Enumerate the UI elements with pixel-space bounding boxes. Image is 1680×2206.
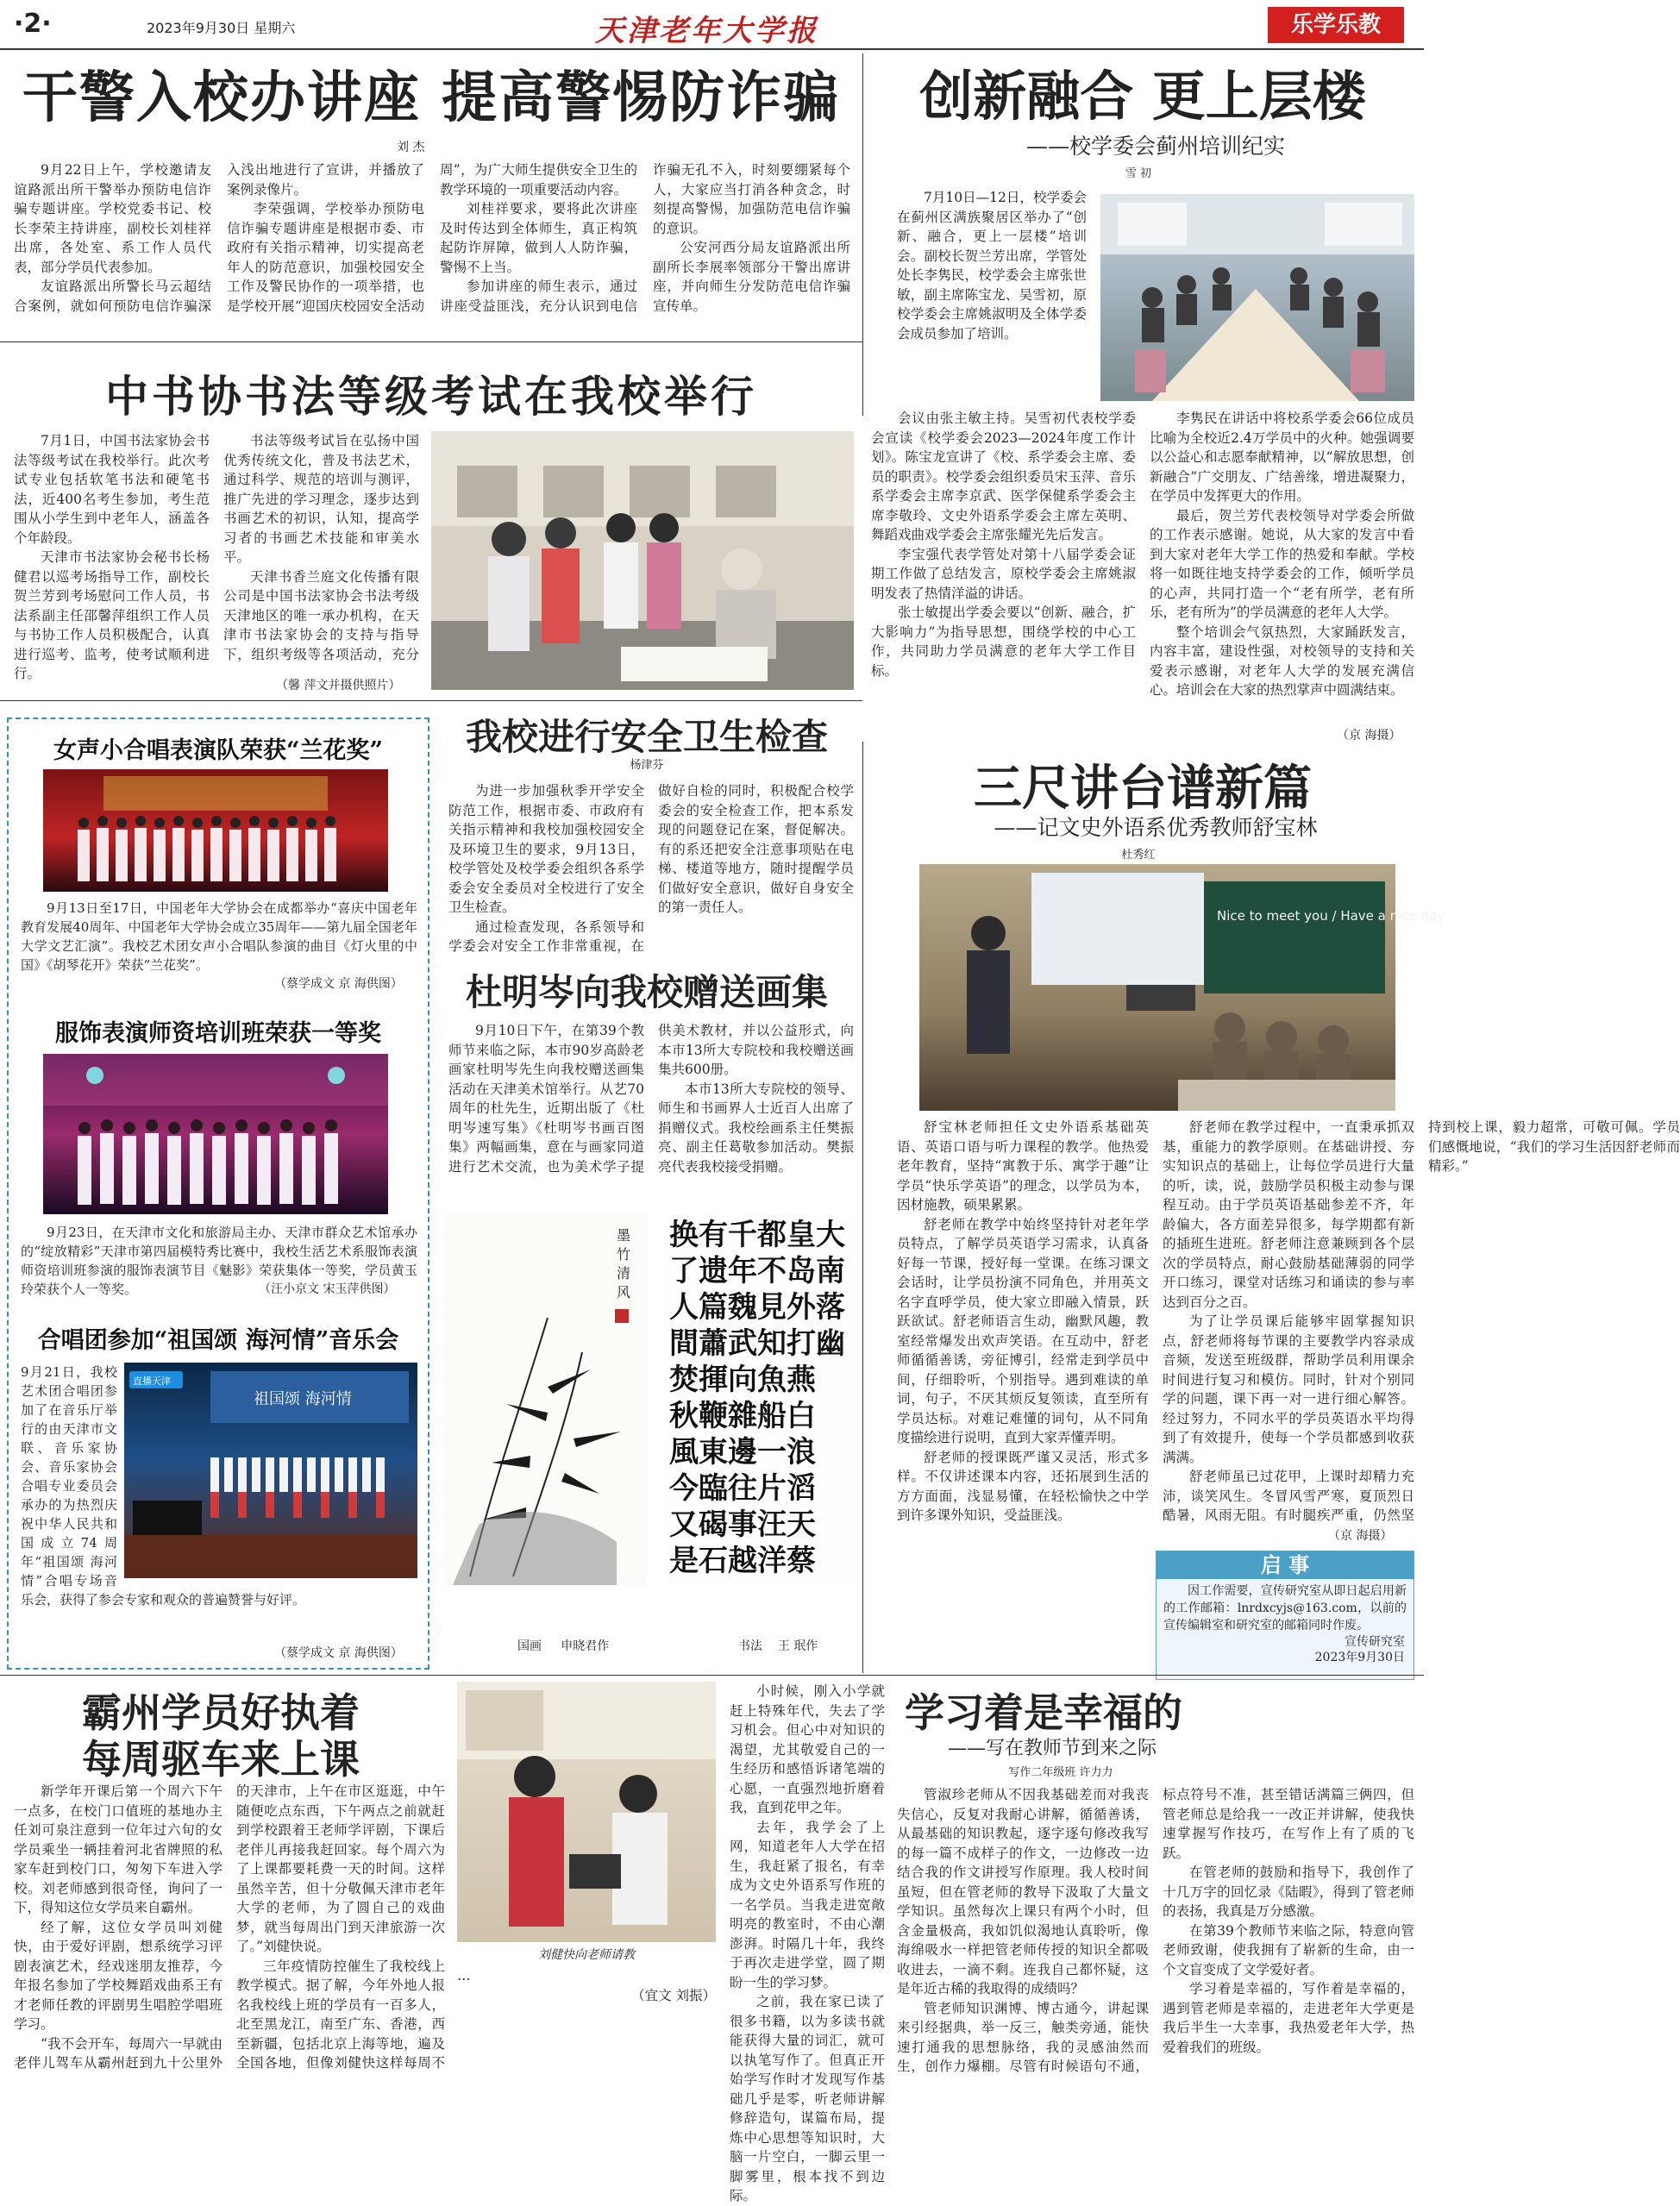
- article-body: [897, 1785, 1414, 2077]
- article-body: [14, 431, 419, 690]
- calligraphy-line: 又碣事汪天: [669, 1507, 816, 1542]
- paragraph: 整个培训会气氛热烈，大家踊跃发言，内容丰富，建设性强，对校领导的支持和关爱表示感谢，对老年人大学的发展充满信心。培训会在大家的热烈掌声中圆满结束。: [1150, 624, 1414, 698]
- article-title: 我校进行安全卫生检查: [465, 716, 828, 758]
- paragraph: 三年疫情防控催生了我校线上教学模式。据了解，今年外地人报名我校线上班的学员有一百多人，北至黑龙江，南至广东、香港，西至新疆，包括北京上海等地，遍及全国各地，但像刘健快这样每周不: [236, 1958, 445, 2071]
- article-author: 雪 初: [1125, 167, 1152, 180]
- paragraph: 舒老师在教学中始终坚持针对老年学员特点，了解学员英语学习需求，认真备好每一节课，授好每一堂课。在练习课文会话时，让学员扮演不同角色，并用英文名字直呼学员，使大家立即融入情景，跃跃欲试。舒老师语言生动，幽默风趣，教室经常爆发出欢声笑语。在互动中，舒老师循循善诱，旁征博引，经常走到学员中间，仔细聆听，个别指导。遇到难读的单词，句子，不厌其烦反复领读，直至所有学员达标。对难记难懂的词句，从不同角度描绘进行说明，直到大家弄懂弄明。: [897, 1216, 1149, 1445]
- column-divider: [862, 53, 863, 416]
- paragraph: 友谊路派出所警长马云超结合案例，就如何预防电信诈骗深入浅出地进行了宣讲，并播放了案例录像片。: [14, 162, 424, 314]
- ink-bamboo-painting: [444, 1214, 647, 1585]
- art-label: [517, 1637, 609, 1654]
- article-credit: （宜文 刘振）: [631, 1987, 716, 2003]
- calligraphy-label: 书法: [738, 1639, 762, 1653]
- section-divider: [0, 1675, 1424, 1676]
- section-divider: [0, 700, 862, 701]
- article-subtitle: ——记文史外语系优秀教师舒宝林: [994, 815, 1318, 840]
- paragraph: 书法等级考试旨在弘扬中国优秀传统文化，普及书法艺术，通过科学、规范的培训与测评，推广先进的学习理念，逐步达到书画艺术的初识，认知，提高学习者的书画艺术技能和审美水平。: [223, 433, 419, 565]
- brief-credit: （蔡学成文 京 海供图）: [274, 977, 403, 991]
- paragraph: 舒老师虽已过花甲，上课时却精力充沛，谈笑风生。冬冒风雪严寒，夏顶烈日酷暑，风雨无阻。有时腿疾严重，仍然坚持到校上课，毅力超常，可敬可佩。学员们感慨地说，“我们的学习生活因舒老师而精彩。”: [1163, 1119, 1680, 1523]
- brief-title: 合唱团参加“祖国颂 海河情”音乐会: [37, 1327, 399, 1354]
- paragraph: 管淑珍老师从不因我基础差而对我丧失信心，反复对我耐心讲解，循循善诱，从最基础的知识教起，逐字逐句修改我写的每一篇不成样子的作文，一边修改一边结合我的作文讲授写作原理。我人校时间虽短，但在管老师的教导下汲取了大量文学知识。虽然每次上课只有两个小时，但含金量极高，我如饥似渴地认真聆听，像海绵吸水一样把管老师传授的知识全都吸收进去，一滴不剩。连我自己都怀疑，这是年近古稀的我取得的成绩吗？: [897, 1787, 1149, 1996]
- concert-screen-text: 祖国颂 海河情: [254, 1390, 352, 1408]
- live-tag: 直播天津: [133, 1376, 171, 1387]
- brief-credit: （蔡学成文 京 海供图）: [274, 1646, 403, 1660]
- article-subtitle: ——写在教师节到来之际: [947, 1738, 1157, 1759]
- column-divider: [862, 742, 863, 1673]
- photo-credit: （馨 萍文并摄供照片）: [276, 679, 401, 693]
- classroom-photo: [919, 864, 1445, 1111]
- paragraph: 最后，贺兰芳代表校领导对学委会所做的工作表示感谢。她说，从大家的发言中看到大家对老年大学工作的热爱和奉献。学校将一如既往地支持学委会的工作，倾听学员的心声，共同打造一个“老有所学，老有所乐，老有所为”的学员满意的老年人大学。: [1150, 507, 1414, 620]
- choir-stage-photo: [43, 769, 388, 892]
- paragraph: 参加讲座的师生表示，通过讲座受益匪浅，充分认识到电信诈骗无孔不入，时刻要绷紧每个人，大家应当打消各种贪念，时刻提高警惕，加强防范电信诈骗的意识。: [440, 162, 850, 314]
- article-title: 霸州学员好执着: [82, 1689, 360, 1736]
- fashion-show-photo: [43, 1054, 388, 1214]
- paragraph: 学习着是幸福的，写作着是幸福的，遇到管老师是幸福的，走进老年大学更是我后半生一大幸事，我热爱老年大学，热爱着我们的班级。: [1163, 1981, 1414, 2055]
- brief-caption-text: 9月21日，我校艺术团合唱团参加了在音乐厅举行的由天津市文联、音乐家协会、音乐家协会合唱专业委员会承办的为热烈庆祝中华人民共和国成立74周年“祖国颂 海河情”合唱专场音乐会，获得了参会专家和观众的普遍赞誉与好评。: [21, 1364, 306, 1607]
- paragraph: 刘桂祥要求，要将此次讲座及时传达到全体师生，真正构筑起防诈屏障，做到人人防诈骗，警惕不上当。: [440, 201, 637, 275]
- paragraph: 李宝强代表学管处对第十八届学委会证期工作做了总结发言，原校学委会主席姚淑明发表了热情洋溢的讲话。: [871, 546, 1136, 601]
- photo-caption: 刘健快向老师请教: [538, 1948, 635, 1962]
- article-body: [897, 188, 1087, 408]
- article-title: 每周驱车来上课: [82, 1736, 360, 1783]
- article-body: [730, 1682, 885, 2203]
- notice-box: [1156, 1551, 1414, 1680]
- calligraphy-line: 焚揮向魚燕: [669, 1363, 816, 1397]
- brief-credit: （汪小京文 宋玉萍供图）: [259, 1282, 396, 1296]
- paragraph: 舒老师的授课既严谨又灵活，形式多样。不仅讲述课本内容，还拓展到生活的方方面面，浅显易懂，在轻松愉快之中学到许多课外知识，受益匪浅。: [897, 1449, 1149, 1523]
- article-title: 创新融合 更上层楼: [919, 65, 1366, 128]
- training-photo: [1100, 194, 1414, 401]
- calligraphy-line: 是石越洋蔡: [669, 1544, 816, 1578]
- article-body: [457, 1966, 716, 2077]
- paragraph: …: [457, 1968, 471, 1984]
- paragraph: 舒老师在教学过程中，一直秉承抓双基，重能力的教学原则。在基础讲授、夯实知识点的基础上，让每位学员进行大量的听，读，说，鼓励学员积极主动参与课程互动。由于学员英语基础参差不齐，年龄偏大，各方面差异很多，每学期都有新的插班生进班。舒老师注意兼顾到各个层次的学员特点，耐心鼓励基础薄弱的同学开口练习，课堂对话练习和诵读的参与率达到百分之百。: [1163, 1119, 1414, 1310]
- calligraphy-line: 秋鞭雜船白: [669, 1399, 816, 1433]
- paragraph: 经了解，这位女学员叫刘健快，由于爱好评剧，想系统学习评剧表演艺术，经戏迷朋友推荐，今年报名参加了学校舞蹈戏曲系王有才老师任教的评剧男生唱腔学唱班学习。: [14, 1919, 223, 2032]
- paragraph: 小时候，刚入小学就赶上特殊年代，失去了学习机会。但心中对知识的渴望，尤其敬爱自己的一生经历和感悟诉诸笔端的心愿，一直强烈地折磨着我，直到花甲之年。: [730, 1683, 885, 1815]
- article-author: 杨津芬: [630, 759, 664, 772]
- paragraph: 李荣强调，学校举办预防电信诈骗专题讲座是根据市委、市政府有关指示精神，切实提高老年人的防范意识，加强校园安全工作及警民协作的一项举措，也是学校开展“迎国庆校园安全活动周”，为广大师生提供安全卫生的教学环境的一项重要活动内容。: [227, 162, 637, 314]
- article-title: 干警入校办讲座 提高警惕防诈骗: [22, 66, 841, 130]
- brief-caption: [21, 1363, 417, 1639]
- exam-photo: [431, 431, 854, 690]
- calligraphy-line: 風東邊一浪: [669, 1435, 816, 1470]
- article-body: [897, 1118, 1680, 1530]
- svg-text:墨: 墨: [617, 1227, 631, 1244]
- notice-date: 2023年9月30日: [1314, 1651, 1405, 1664]
- calligraphy-line: 换有千都皇大: [669, 1218, 845, 1252]
- paragraph: 新学年开课后第一个周六下午一点多，在校门口值班的基地办主任刘可泉注意到一位年过六旬的女学员乘坐一辆挂着河北省牌照的私家车赶到校门口，匆匆下车进入学校。刘老师感到很奇怪，询问了一下，得知这位女学员来自霸州。: [14, 1783, 223, 1915]
- paragraph: 在管老师的鼓励和指导下，我创作了十几万字的回忆录《陆暇》，得到了管老师的表扬，我真是万分感激。: [1163, 1864, 1414, 1919]
- svg-text:风: 风: [617, 1284, 631, 1300]
- article-author: 杜秀红: [1121, 849, 1156, 862]
- article-subtitle: ——校学委会蓟州培训纪实: [1025, 134, 1285, 159]
- notice-body: 因工作需要，宣传研究室从即日起启用新的工作邮箱：lnrdxcyjs@163.com，以前的宣传编辑室和研究室的邮箱同时作废。: [1163, 1584, 1407, 1633]
- article-author: 写作二年级班 许力力: [1008, 1766, 1113, 1779]
- article-title: 学习着是幸福的: [905, 1689, 1182, 1736]
- paragraph: 通过检查发现，各系领导和学委会对安全工作非常重视，在做好自检的同时，积极配合校学委会的安全检查工作，把本系发现的问题登记在案，督促解决。有的系还把安全注意事项贴在电梯、楼道等地方，随时提醒学员们做好安全意识，做好自身安全的第一责任人。: [448, 783, 854, 954]
- paragraph: 李隽民在讲话中将校系学委会66位成员比喻为全校近2.4万学员中的火种。她强调要以公益心和志愿奉献精神，以“解放思想，创新融合”广交朋友、广结善缘，增进凝聚力，在学员中发挥更大的作用。: [1150, 410, 1414, 504]
- paragraph: 为进一步加强秋季开学安全防范工作，根据市委、市政府有关指示精神和我校加强校园安全及环境卫生的要求，9月13日，校学管处及校学委会组织各系学委会安全委员对全校进行了安全卫生检查。: [448, 783, 644, 915]
- issue-date: 2023年9月30日 星期六: [147, 20, 296, 36]
- paragraph: 在第39个教师节来临之际，特意向管老师致谢，使我拥有了崭新的生命，由一个文盲变成了文学爱好者。: [1163, 1922, 1414, 1977]
- article-body: [871, 409, 1414, 736]
- section-tag: 乐学乐教: [1268, 7, 1404, 43]
- paragraph: 天津书香兰庭文化传播有限公司是中国书法家协会书法考级天津地区的唯一承办机构，在天津市书法家协会的支持与指导下，组织考级等各项活动，充分: [223, 568, 419, 662]
- blackboard-text: Nice to meet you / Have a nice day: [1217, 908, 1445, 924]
- article-title: 三尺讲台谱新篇: [974, 760, 1312, 817]
- calligraphy-line: 人篇魏見外落: [669, 1290, 845, 1325]
- paragraph: 舒宝林老师担任文史外语系基础英语、英语口语与听力课程的教学。他热爱老年教育，坚持“寓教于乐、寓学于趣”让学员“快乐学英语”的理念，以学员为本，因材施教，硕果累累。: [897, 1119, 1149, 1213]
- masthead: 天津老年大学报: [595, 14, 818, 48]
- paragraph: 之前，我在家已读了很多书籍，以为多读书就能获得大量的词汇，就可以执笔写作了。但真正开始学写作时才发现写作基础几乎是零，听老师讲解修辞造句，谋篇布局，提炼中心思想等知识时，大脑一片空白，一脚云里一脚雾里，根本找不到边际。: [730, 1994, 885, 2203]
- concert-photo: [124, 1363, 417, 1578]
- paragraph: 管老师知识渊博、博古通今，讲起课来引经据典，举一反三，触类旁通，能快速打通我的思想脉络，我的灵感油然而生，创作力爆棚。尽管有时候语句不通，标点符号不准，甚至错话满篇三俩四，但管老师总是给我一一改正并讲解，使我快速掌握写作技巧，在写作上有了质的飞跃。: [897, 1787, 1414, 2074]
- calligraphy-work: [664, 1214, 857, 1585]
- article-body: [14, 160, 850, 324]
- paragraph: 会议由张主敏主持。吴雪初代表校学委会宣读《校学委会2023—2024年度工作计划》。陈宝龙宣讲了《校、系学委会主席、委员的职责》。校学委会组织委员宋玉萍、音乐系学委会主席李京武、医学保健系学委会主席李敬玲、文史外语系学委会主席左英明、舞蹈戏曲戏学委会主席张耀光先后发言。: [871, 410, 1136, 542]
- art-label: [738, 1637, 818, 1654]
- brief-caption: 9月23日，在天津市文化和旅游局主办、天津市群众艺术馆承办的“绽放精彩”天津市第四届模特秀比赛中，我校生活艺术系服饰表演师资培训班参演的服饰表演节目《魅影》荣获集体一等奖，学员黄玉玲荣获个人一等奖。: [21, 1225, 417, 1297]
- paragraph: “我不会开车，每周六一早就由老伴儿驾车从霸州赶到九十公里外的天津市，上午在市区逛逛，中午随便吃点东西，下午两点之前就赶到学校跟着王老师学评剧，下课后老伴儿再接我赶回家。每个周六为了上课都要耗费一天的时间。这样虽然辛苦，但十分敬佩天津市老年大学的老师，为了圆自己的戏曲梦，就当每周出门到天津旅游一次了。”刘健快说。: [14, 1783, 445, 2071]
- paragraph: 为了让学员课后能够牢固掌握知识点，舒老师将每节课的主要教学内容录成音频，发送至班级群，帮助学员利用课余时间进行复习和模仿。同时，针对个别同学的问题，课下再一对一进行细心解答。经过努力，不同水平的学员英语水平均得到了有效提升，使每一个学员都感到收获满满。: [1163, 1313, 1414, 1465]
- article-title: 中书协书法等级考试在我校举行: [105, 371, 757, 422]
- notice-title: 启 事: [1157, 1551, 1414, 1579]
- header-rule: [0, 48, 1424, 50]
- page-number: ·2·: [14, 9, 52, 39]
- paragraph: 7月10日—12日，校学委会在蓟州区满族聚居区举办了“创新、融合，更上一层楼”培训会。副校长贺兰芳出席，学管处处长李隽民，校学委会主席张世敏，副主席陈宝龙、吴雪初，原校学委会主席姚淑明及全体学委会成员参加了培训。: [897, 190, 1087, 342]
- painter-credit: 申晓君作: [561, 1639, 610, 1653]
- article-body: [448, 781, 854, 961]
- paragraph: 7月1日，中国书法家协会书法等级考试在我校举行。此次考试专业包括软笔书法和硬笔书法，近400名考生参加，考生范围从小学生到中老年人，涵盖各个年龄段。: [14, 433, 210, 546]
- calligrapher-credit: 王 珉作: [777, 1639, 818, 1653]
- paragraph: 9月10日下午，在第39个教师节来临之际，本市90岁高龄老画家杜明岑先生向我校赠送画集活动在天津美术馆举行。从艺70周年的杜先生，近期出版了《杜明岑速写集》《杜明岑书画百图集》两幅画集，意在与画家同道进行艺术交流，也为美术学子提供美术教材，并以公益形式，向本市13所大专院校和我校赠送画集共600册。: [448, 1023, 854, 1175]
- student-teacher-photo: [457, 1682, 716, 1942]
- calligraphy-line: 今臨往片滔: [669, 1471, 816, 1506]
- paragraph: 张士敏提出学委会要以“创新、融合，扩大影响力”为指导思想，围绕学校的中心工作，共同助力学员满意的老年大学工作目标。: [871, 605, 1136, 679]
- photo-credit: （京 海摄）: [1337, 729, 1401, 743]
- notice-sign: 宣传研究室: [1345, 1635, 1405, 1649]
- paragraph: 本市13所大专院校的领导、师生和书画界人士近百人出席了捐赠仪式。我校绘画系主任樊振亮、副主任葛敬参加活动。樊振亮代表我校接受捐赠。: [658, 1081, 854, 1175]
- photo-credit: （京 海摄）: [1328, 1529, 1393, 1543]
- brief-caption: 9月13日至17日，中国老年大学协会在成都举办“喜庆中国老年教育发展40周年、中国老年大学协会成立35周年——第九届全国老年大学文艺汇演”。我校艺术团女声小合唱队参演的曲目《灯火里的中国》《胡琴花开》荣获“兰花奖”。: [21, 900, 417, 973]
- paragraph: 天津市书法家协会秘书长杨健君以巡考场指导工作，副校长贺兰芳到考场慰问工作人员，书法系副主任邵馨萍组织工作人员与书协工作人员积极配合，认真进行巡考、监考，使考试顺利进行。: [14, 549, 210, 681]
- paragraph: 公安河西分局友谊路派出所副所长李展率领部分干警出席讲座，并向师生分发防范电信诈骗宣传单。: [653, 240, 850, 314]
- paragraph: 去年，我学会了上网，知道老年人大学在招生，我赶紧了报名，有幸成为文史外语系写作班的一名学员。当我走进宽敞明亮的教室时，不由心潮澎湃。时隔几十年，我终于再次走进学堂，圆了期盼一生的学习梦。: [730, 1819, 885, 1990]
- painting-label: 国画: [517, 1639, 542, 1653]
- article-author: 刘 杰: [397, 141, 425, 154]
- calligraphy-line: 間蕭武知打幽: [669, 1326, 845, 1361]
- svg-text:竹: 竹: [617, 1246, 631, 1263]
- svg-text:清: 清: [617, 1265, 631, 1282]
- paragraph: 9月22日上午，学校邀请友谊路派出所干警举办预防电信诈骗专题讲座。学校党委书记、校长李荣主持讲座，副校长刘桂祥出席，各处室、系工作人员代表，部分学员代表参加。: [14, 162, 211, 275]
- brief-title: 服饰表演师资培训班荣获一等奖: [55, 1020, 381, 1047]
- brief-title: 女声小合唱表演队荣获“兰花奖”: [53, 737, 384, 764]
- article-title: 杜明岑向我校赠送画集: [465, 971, 828, 1013]
- calligraphy-line: 了遗年不岛南: [669, 1254, 845, 1288]
- article-body: [448, 1021, 854, 1190]
- article-body: [14, 1782, 445, 2077]
